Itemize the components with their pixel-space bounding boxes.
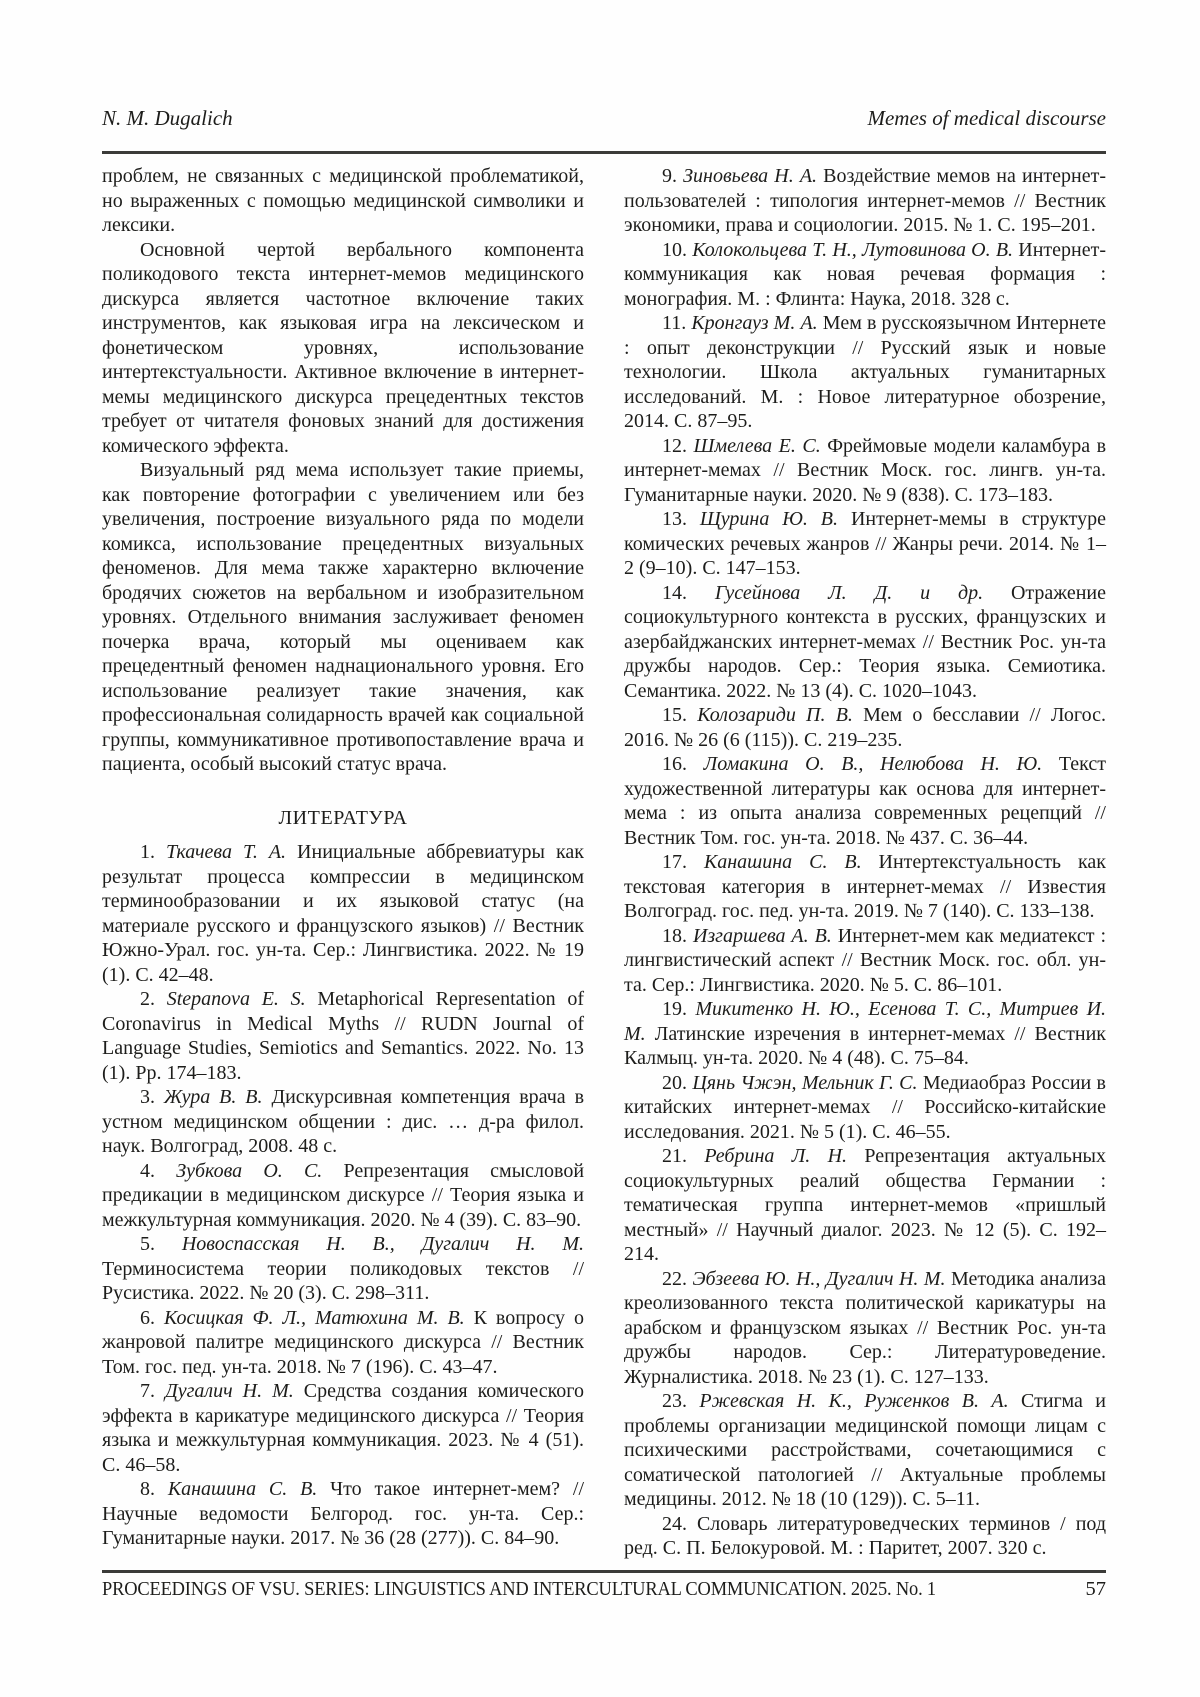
reference-authors: Новоспасская Н. В., Дугалич Н. М.: [181, 1233, 585, 1255]
reference-text: Metaphorical Representation of Coronavirus in Medical Myths // RUDN Journal of Language Studies, Semiotics and Semantics. 2022. No. 13 (1). Pp. 174–183.: [102, 988, 584, 1084]
reference-number: 19.: [662, 998, 696, 1020]
reference-item: [624, 311, 1106, 434]
reference-item: [624, 238, 1106, 312]
reference-item: [102, 1159, 584, 1233]
reference-text: Интернет-мем как медиатекст : лингвистический аспект // Вестник Моск. гос. обл. ун-та. Сер.: Лингвистика. 2020. № 5. С. 86–101.: [624, 924, 1107, 996]
reference-number: 18.: [662, 924, 693, 947]
running-header: [102, 106, 1106, 130]
reference-number: 2.: [140, 988, 167, 1010]
reference-text: Мем в русскоязычном Интернете : опыт деконструкции // Русский язык и новые технологии. Школа актуальных гуманитарных исследований. М. : Новое литературное обозрение, 2014. С. 87–95.: [624, 312, 1107, 432]
footer-journal-line: PROCEEDINGS OF VSU. SERIES: LINGUISTICS AND INTERCULTURAL COMMUNICATION. 2025. No. 1: [102, 1578, 936, 1600]
reference-item: [624, 997, 1106, 1071]
reference-number: 5.: [140, 1233, 182, 1255]
reference-item: [624, 752, 1106, 850]
reference-number: 4.: [140, 1159, 177, 1182]
reference-authors: Микитенко Н. Ю., Есенова Т. С., Митриев И. М.: [624, 998, 1107, 1045]
reference-number: 9.: [662, 165, 684, 187]
reference-text: Инициальные аббревиатуры как результат процесса компрессии в медицинском терминообразовании и их языковой статус (на материале русского и французского языков) // Вестник Южно-Урал. гос. ун-та. Сер.: Лингвистика. 2022. № 19 (1). С. 42–48.: [102, 841, 585, 986]
reference-number: 3.: [140, 1086, 164, 1108]
reference-text: Интертекстуальность как текстовая категория в интернет-мемах // Известия Волгоград. гос. пед. ун-та. 2019. № 7 (140). С. 133–138.: [624, 851, 1106, 922]
reference-authors: Ребрина Л. Н.: [704, 1145, 848, 1167]
left-column: [102, 164, 584, 1561]
reference-text: Интернет-мемы в структуре комических речевых жанров // Жанры речи. 2014. № 1–2 (9–10). С. 147–153.: [624, 508, 1107, 579]
reference-number: 10.: [662, 238, 693, 261]
right-column: [624, 164, 1106, 1561]
reference-number: 22.: [662, 1267, 693, 1290]
reference-authors: Шмелева Е. С.: [693, 434, 821, 457]
reference-item: [624, 1071, 1106, 1145]
body-paragraph-3: Визуальный ряд мема использует такие приемы, как повторение фотографии с увеличением или без увеличения, построение визуального ряда по модели комикса, использование прецедентных визуальных феноменов. Для мема также характерно включение бродячих сюжетов на вербальном и изобразительном уровнях. Отдельного внимания заслуживает феномен почерка врача, который мы оцениваем как прецедентный феномен наднационального уровня. Его использование реализует такие значения, как профессиональная солидарность врачей как социальной группы, коммуникативное противопоставление врача и пациента, особый высокий статус врача.: [102, 459, 584, 775]
header-running-title: Memes of medical discourse: [867, 106, 1106, 130]
reference-authors: Гусейнова Л. Д. и др.: [714, 581, 984, 604]
reference-authors: Ломакина О. В., Нелюбова Н. Ю.: [703, 753, 1043, 775]
header-rule: [102, 151, 1106, 154]
reference-authors: Зубкова О. С.: [176, 1159, 323, 1182]
reference-item: [624, 164, 1106, 238]
reference-item: [102, 1477, 584, 1551]
reference-number: 15.: [662, 704, 698, 726]
reference-number: 11.: [662, 312, 692, 334]
page-footer: [102, 1576, 1106, 1604]
reference-authors: Цянь Чжэн, Мельник Г. С.: [692, 1071, 918, 1094]
reference-item: [624, 1389, 1106, 1512]
reference-item: [102, 987, 584, 1085]
reference-number: 14.: [662, 581, 715, 604]
reference-item: [624, 1512, 1106, 1561]
references-list-right: [624, 164, 1106, 1561]
reference-text: Отражение социокультурного контекста в русских, французских и азербайджанских интернет-мемах // Вестник Рос. ун-та дружбы народов. Сер.: Теория языка. Семиотика. Семантика. 2022. № 13 (4). С. 1020–1043.: [624, 581, 1106, 702]
reference-text: Методика анализа креолизованного текста политической карикатуры на арабском и французском языках // Вестник Рос. ун-та дружбы народов. Сер.: Литературоведение. Журналистика. 2018. № 23 (1). С. 127–133.: [624, 1267, 1107, 1388]
reference-authors: Канашина С. В.: [703, 851, 862, 873]
reference-authors: Stepanova E. S.: [166, 988, 306, 1010]
reference-number: 24.: [662, 1512, 697, 1535]
body-paragraph-2: Основной чертой вербального компонента поликодового текста интернет-мемов медицинского дискурса является частотное включение таких инструментов, как языковая игра на лексическом и фонетическом уровнях, использование интертекстуальности. Активное включение в интернет-мемы медицинского дискурса прецедентных текстов требует от читателя фоновых знаний для достижения комического эффекта.: [102, 238, 584, 457]
reference-text: Репрезентация смысловой предикации в медицинском дискурсе // Теория языка и межкультурная коммуникация. 2020. № 4 (39). С. 83–90.: [102, 1159, 585, 1231]
footer-page-number: 57: [1085, 1578, 1106, 1600]
reference-item: [624, 581, 1106, 704]
references-list-left: [102, 840, 584, 1551]
two-column-body: [102, 164, 1106, 1561]
reference-authors: Щурина Ю. В.: [699, 508, 839, 530]
reference-authors: Зиновьева Н. А.: [683, 165, 818, 187]
reference-number: 12.: [662, 434, 694, 457]
reference-authors: Ткачева Т. А.: [166, 841, 287, 863]
reference-authors: Колозариди П. В.: [697, 704, 853, 726]
body-paragraph-1: проблем, не связанных с медицинской проблематикой, но выраженных с помощью медицинской символики и лексики.: [102, 165, 584, 236]
reference-item: [624, 703, 1106, 752]
reference-authors: Кронгауз М. А.: [691, 312, 818, 334]
footer-rule: [102, 1570, 1106, 1573]
reference-authors: Изгаршева А. В.: [692, 924, 832, 947]
reference-item: [624, 850, 1106, 924]
reference-item: [624, 434, 1106, 508]
reference-item: [624, 924, 1106, 998]
references-heading: ЛИТЕРАТУРА: [278, 806, 408, 829]
reference-number: 23.: [662, 1390, 700, 1412]
reference-authors: Ржевская Н. К., Руженков В. А.: [699, 1390, 1009, 1412]
reference-text: Фреймовые модели каламбура в интернет-мемах // Вестник Моск. гос. лингв. ун-та. Гуманитарные науки. 2020. № 9 (838). С. 173–183.: [624, 434, 1107, 506]
reference-text: Интернет-коммуникация как новая речевая формация : монография. М. : Флинта: Наука, 2018. 328 с.: [624, 238, 1107, 310]
reference-item: [624, 1267, 1106, 1390]
reference-item: [624, 1144, 1106, 1267]
reference-number: 1.: [140, 841, 166, 863]
reference-text: Что такое интернет-мем? // Научные ведомости Белгород. гос. ун-та. Сер.: Гуманитарные науки. 2017. № 36 (28 (277)). С. 84–90.: [102, 1478, 585, 1549]
reference-item: [102, 840, 584, 987]
reference-text: Воздействие мемов на интернет-пользователей : типология интернет-мемов // Вестник экономики, права и социологии. 2015. № 1. С. 195–201.: [624, 165, 1107, 236]
reference-text: Мем о бесславии // Логос. 2016. № 26 (6 (115)). С. 219–235.: [624, 704, 1106, 751]
reference-text: Латинские изречения в интернет-мемах // Вестник Калмыц. ун-та. 2020. № 4 (48). С. 75–84.: [624, 1022, 1107, 1069]
reference-text: Текст художественной литературы как основа для интернет-мема : из опыта анализа современных рецепций // Вестник Том. гос. ун-та. 2018. № 437. С. 36–44.: [624, 753, 1107, 849]
reference-authors: Жура В. В.: [163, 1086, 263, 1108]
reference-number: 16.: [662, 753, 704, 775]
reference-text: Терминосистема теории поликодовых текстов // Русистика. 2022. № 20 (3). С. 298–311.: [102, 1257, 584, 1304]
header-author: N. M. Dugalich: [102, 106, 233, 130]
reference-authors: Косицкая Ф. Л., Матюхина М. В.: [163, 1306, 465, 1329]
reference-authors: Канашина С. В.: [167, 1478, 318, 1500]
reference-number: 8.: [140, 1478, 168, 1500]
reference-number: 17.: [662, 851, 704, 873]
reference-item: [102, 1306, 584, 1380]
reference-authors: Эбзеева Ю. Н., Дугалич Н. М.: [692, 1267, 946, 1290]
reference-item: [102, 1085, 584, 1159]
reference-text: Медиаобраз России в китайских интернет-мемах // Российско-китайские исследования. 2021. № 5 (1). С. 46–55.: [624, 1071, 1106, 1143]
reference-authors: Дугалич Н. М.: [165, 1380, 294, 1402]
reference-number: 21.: [662, 1145, 705, 1167]
reference-number: 6.: [140, 1306, 164, 1329]
reference-number: 7.: [140, 1380, 165, 1402]
reference-text: К вопросу о жанровой палитре медицинского дискурса // Вестник Том. гос. пед. ун-та. 2018. № 7 (196). С. 43–47.: [102, 1306, 585, 1378]
reference-authors: Колокольцева Т. Н., Лутовинова О. В.: [692, 238, 1014, 261]
reference-text: Стигма и проблемы организации медицинской помощи лицам с психическими расстройствами, сочетающимися с соматической патологией // Актуальные проблемы медицины. 2012. № 18 (10 (129)). С. 5–11.: [624, 1390, 1106, 1510]
reference-text: Репрезентация актуальных социокультурных реалий общества Германии : тематическая группа интернет-мемов «пришлый местный» // Научный диалог. 2023. № 12 (5). С. 192–214.: [624, 1145, 1106, 1265]
reference-text: Словарь литературоведческих терминов / под ред. С. П. Белокуровой. М. : Паритет, 2007. 320 с.: [624, 1512, 1106, 1559]
reference-item: [102, 1232, 584, 1306]
reference-item: [102, 1379, 584, 1477]
reference-text: Средства создания комического эффекта в карикатуре медицинского дискурса // Теория языка и межкультурная коммуникация. 2023. № 4 (51). С. 46–58.: [102, 1380, 585, 1476]
reference-text: Дискурсивная компетенция врача в устном медицинском общении : дис. … д-ра филол. наук. Волгоград, 2008. 48 с.: [102, 1086, 585, 1157]
reference-number: 13.: [662, 508, 700, 530]
reference-number: 20.: [662, 1071, 693, 1094]
reference-item: [624, 507, 1106, 581]
